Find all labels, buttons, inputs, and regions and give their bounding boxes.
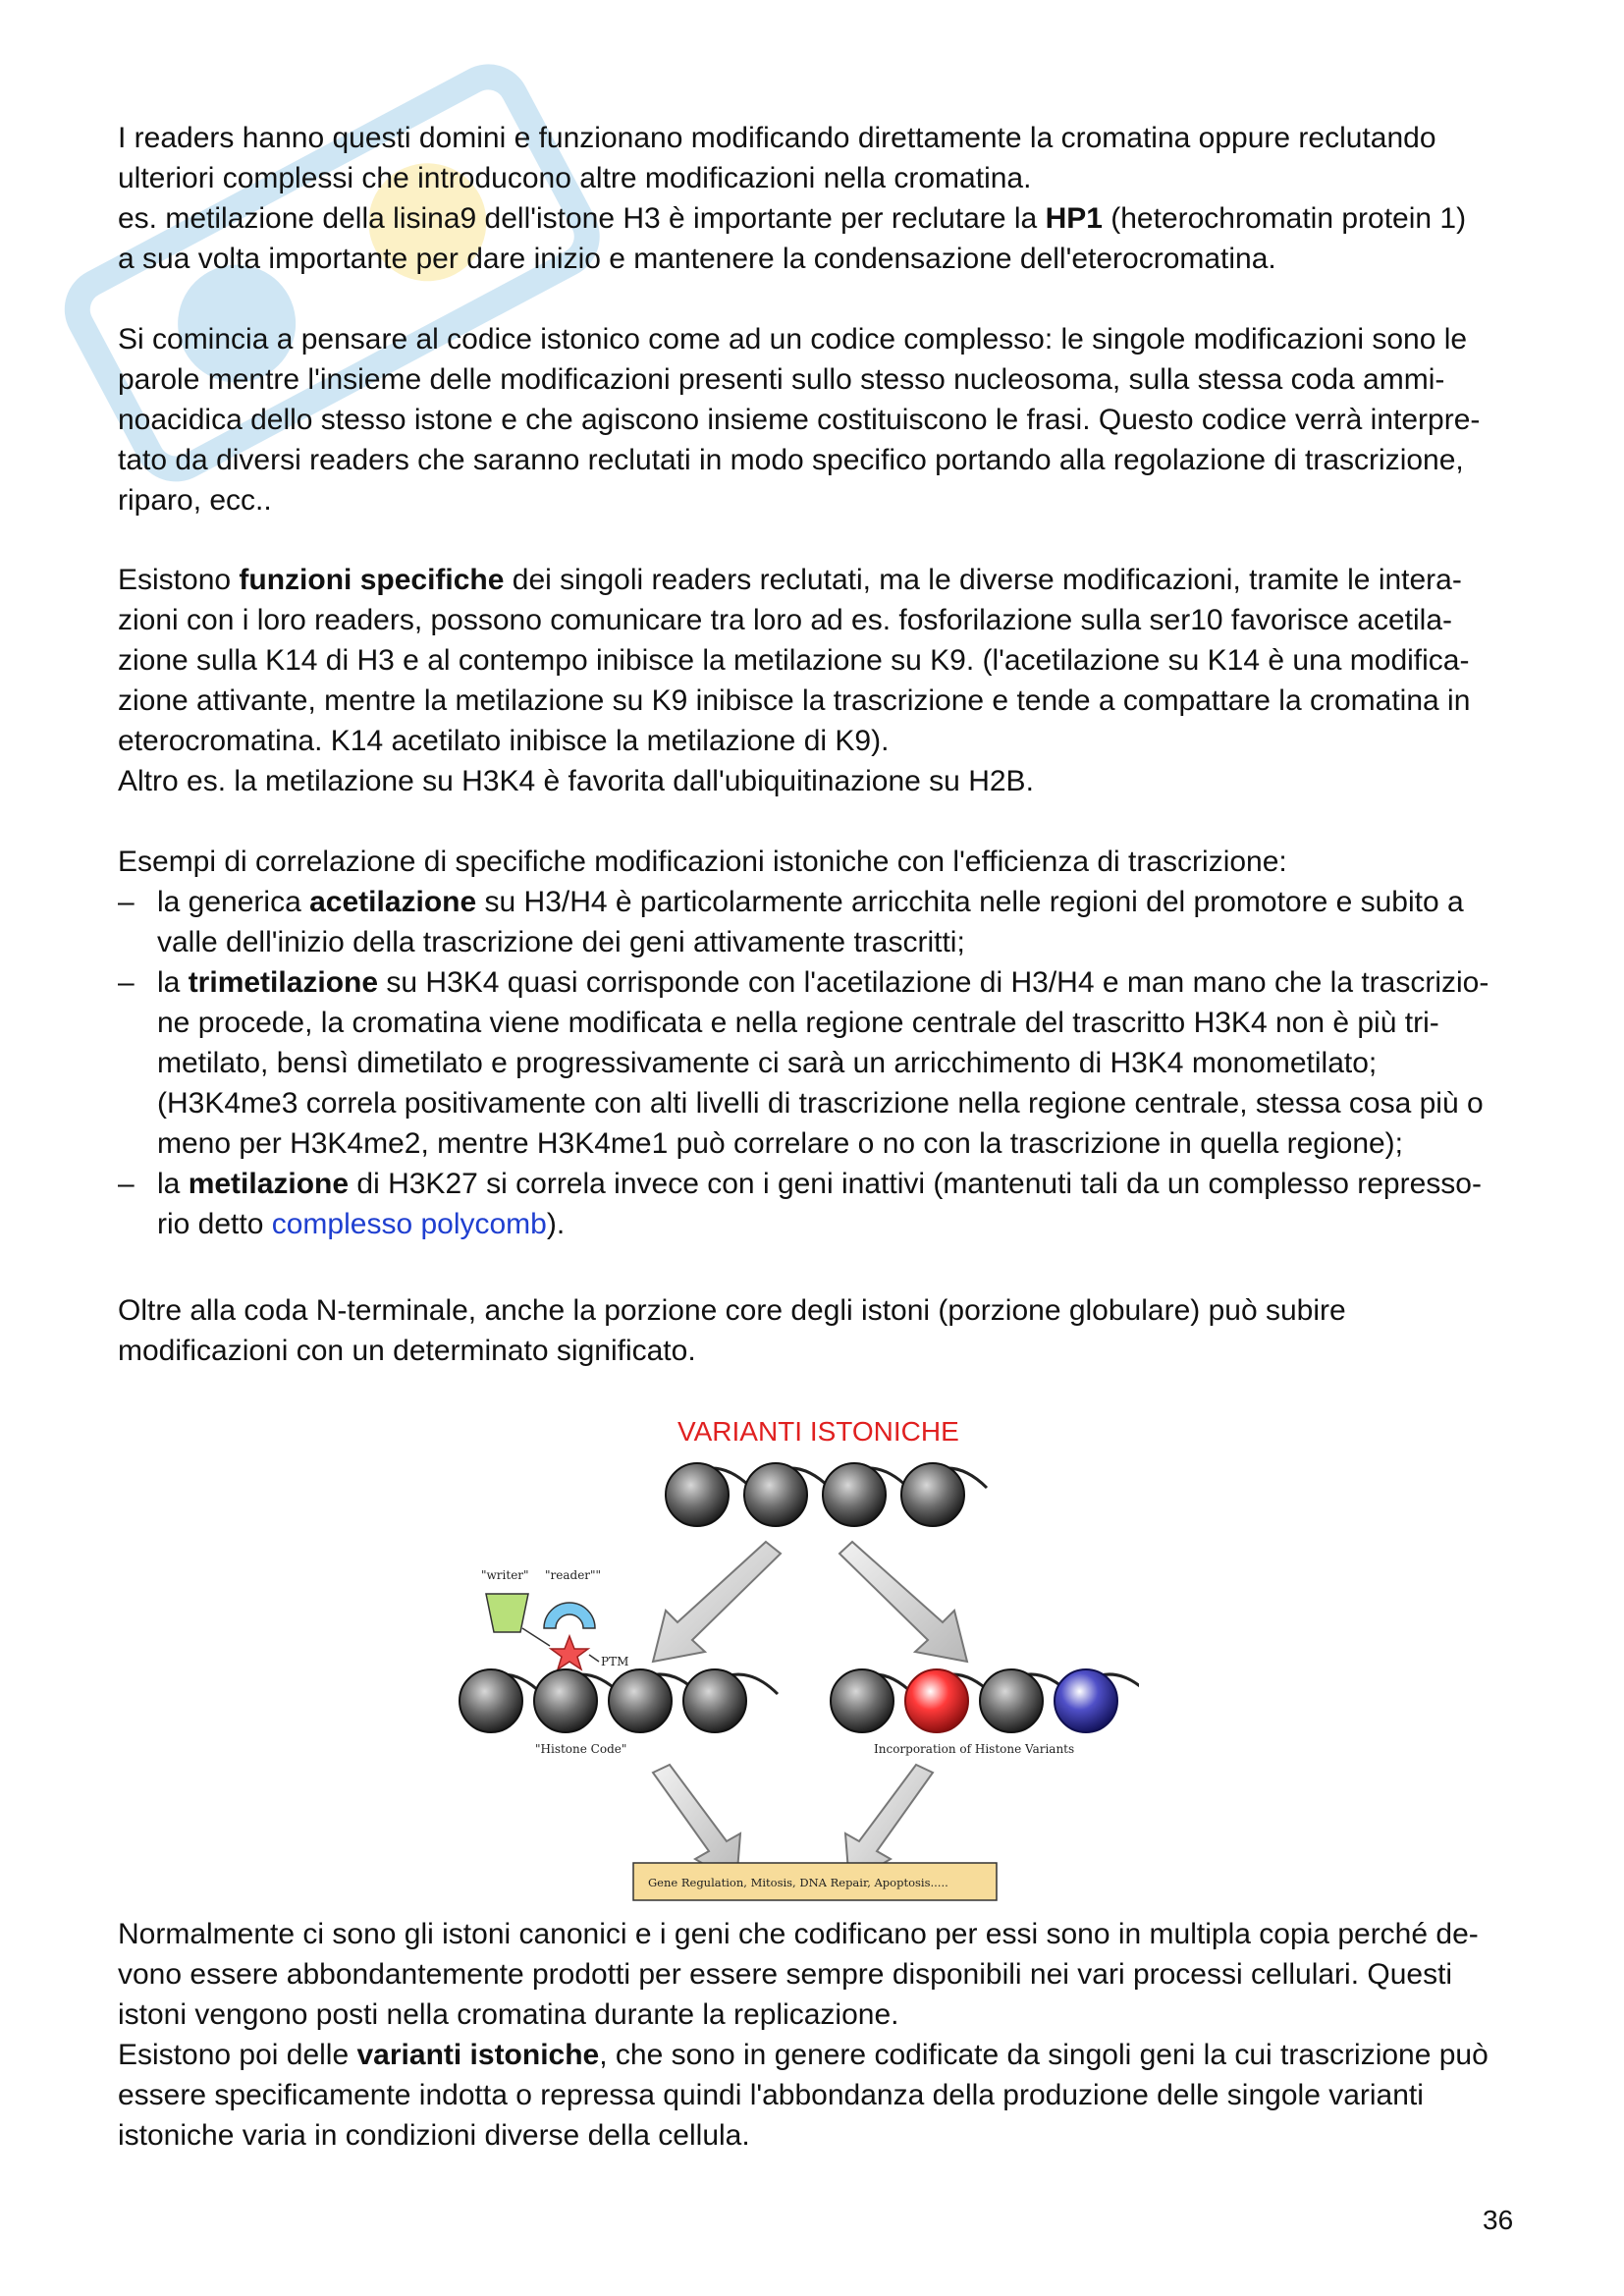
text-line: a sua volta importante per dare inizio e mantenere la condensazione dell'eterocromatina. (118, 243, 1276, 275)
list-item: – la metilazione di H3K27 si correla invece con i geni inattivi (mantenuti tali da un complesso represso- rio detto complesso polycomb). (118, 1168, 1482, 1240)
bold-term: funzioni specifiche (239, 564, 505, 596)
bold-term: metilazione (188, 1168, 350, 1200)
text-line: zione sulla K14 di H3 e al contempo inibisce la metilazione su K9. (l'acetilazione su K14 è una modifica- (118, 644, 1470, 677)
nucleosome (683, 1669, 746, 1732)
variant-nucleosome-row (831, 1669, 1139, 1732)
ptm-label: PTM (601, 1655, 629, 1668)
text-line: Si comincia a pensare al codice istonico come ad un codice complesso: le singole modificazioni sono le (118, 323, 1468, 355)
paragraph-specific-functions (118, 560, 1522, 801)
list-item: – la generica acetilazione su H3/H4 è particolarmente arricchita nelle regioni del promotore e subito a valle dell'inizio della trascrizione dei geni attivamente trascritti; (118, 886, 1464, 958)
text-line: modificazioni con un determinato significato. (118, 1335, 696, 1367)
text-line: istoniche varia in condizioni diverse della cellula. (118, 2119, 750, 2152)
text-line: essere specificamente indotta o repressa quindi l'abbondanza della produzione delle singole varianti (118, 2079, 1424, 2111)
bold-term: trimetilazione (188, 966, 379, 999)
list-item: – la trimetilazione su H3K4 quasi corrisponde con l'acetilazione di H3/H4 e man mano che la trascrizio- ne procede, la cromatina viene modificata e nella regione centrale del trascritto H3K4 non è più tri- metilato, bensì dimetilato e progressivamente ci sarà un arricchimento di H3K4 monometilato; (H3K4me3 correla positivamente con alti livelli di trascrizione nella regione centrale, stessa cosa più o meno per H3K4me2, mentre H3K4me1 può correlare o no con la trascrizione in quella regione); (118, 966, 1489, 1160)
paragraph-transcription-examples (118, 842, 1522, 1244)
text-line: Esistono poi delle varianti istoniche, che sono in genere codificate da singoli geni la cui trascrizione può (118, 2039, 1489, 2071)
outcome-label: Gene Regulation, Mitosis, DNA Repair, Apoptosis..... (648, 1876, 948, 1889)
nucleosome (823, 1463, 886, 1526)
text-line: Altro es. la metilazione su H3K4 è favorita dall'ubiquitinazione su H2B. (118, 765, 1034, 797)
text-line: eterocromatina. K14 acetilato inibisce la metilazione di K9). (118, 725, 890, 757)
paragraph-readers (118, 118, 1522, 279)
variant-nucleosome-blue (1055, 1669, 1117, 1732)
text-line: ulteriori complessi che introducono altre modificazioni nella cromatina. (118, 162, 1032, 194)
text-line: tato da diversi readers che saranno reclutati in modo specifico portando alla regolazione di trascrizione, (118, 444, 1464, 476)
text-line: zioni con i loro readers, possono comunicare tra loro ad es. fosforilazione sulla ser10 favorisce acetila- (118, 604, 1453, 636)
text-line: parole mentre l'insieme delle modificazioni presenti sullo stesso nucleosoma, sulla stessa coda ammi- (118, 363, 1445, 396)
nucleosome (534, 1669, 597, 1732)
nucleosome (901, 1463, 964, 1526)
text-line: Esistono funzioni specifiche dei singoli readers reclutati, ma le diverse modificazioni, tramite le intera- (118, 564, 1462, 596)
figure-diagram (452, 1404, 1139, 1915)
top-nucleosome-row (666, 1463, 987, 1526)
text-line: istoni vengono posti nella cromatina durante la replicazione. (118, 1998, 899, 2031)
paragraph-histone-variants (118, 1914, 1522, 2156)
text-line: zione attivante, mentre la metilazione su K9 inibisce la trascrizione e tende a compattare la cromatina in (118, 684, 1471, 717)
variant-nucleosome-red (905, 1669, 968, 1732)
arrow-to-histone-code (653, 1542, 781, 1662)
bold-term: varianti istoniche (356, 2039, 600, 2071)
text-line: I readers hanno questi domini e funzionano modificando direttamente la cromatina oppure reclutando (118, 122, 1436, 154)
text-line: noacidica dello stesso istone e che agiscono insieme costituiscono le frasi. Questo codice verrà interpre- (118, 404, 1481, 436)
bullet-list (118, 882, 1522, 1244)
text-line: vono essere abbondantemente prodotti per essere sempre disponibili nei vari processi cellulari. Questi (118, 1958, 1453, 1991)
text-line: es. metilazione della lisina9 dell'istone H3 è importante per reclutare la HP1 (heterochromatin protein 1) (118, 202, 1467, 235)
variants-label: Incorporation of Histone Variants (874, 1742, 1075, 1756)
text-line: Normalmente ci sono gli istoni canonici e i geni che codificano per essi sono in multipla copia perché de- (118, 1918, 1479, 1950)
bold-term: HP1 (1045, 202, 1103, 235)
histone-variants-figure (452, 1404, 1139, 1915)
histone-code-nucleosome-row (460, 1669, 778, 1732)
writer-label: "writer" (481, 1568, 529, 1582)
page-number: 36 (1483, 2205, 1514, 2235)
text-line: Oltre alla coda N-terminale, anche la porzione core degli istoni (porzione globulare) può subire (118, 1294, 1346, 1327)
nucleosome (609, 1669, 672, 1732)
writer-icon (486, 1594, 528, 1632)
paragraph-core-modifications (118, 1290, 1522, 1371)
text-line: riparo, ecc.. (118, 484, 272, 517)
reader-icon (544, 1603, 595, 1628)
histone-code-label: "Histone Code" (535, 1742, 627, 1756)
paragraph-histone-code (118, 319, 1522, 520)
nucleosome (666, 1463, 729, 1526)
nucleosome (980, 1669, 1043, 1732)
ptm-star-icon (551, 1636, 588, 1669)
reader-label: "reader"" (545, 1568, 602, 1582)
text-line: Esempi di correlazione di specifiche modificazioni istoniche con l'efficienza di trascrizione: (118, 846, 1287, 878)
polycomb-link[interactable]: complesso polycomb (271, 1208, 547, 1240)
figure-title: VARIANTI ISTONICHE (677, 1416, 959, 1447)
bold-term: acetilazione (309, 886, 477, 918)
arrow-to-variants (839, 1542, 967, 1662)
nucleosome (831, 1669, 893, 1732)
nucleosome (460, 1669, 522, 1732)
nucleosome (744, 1463, 807, 1526)
